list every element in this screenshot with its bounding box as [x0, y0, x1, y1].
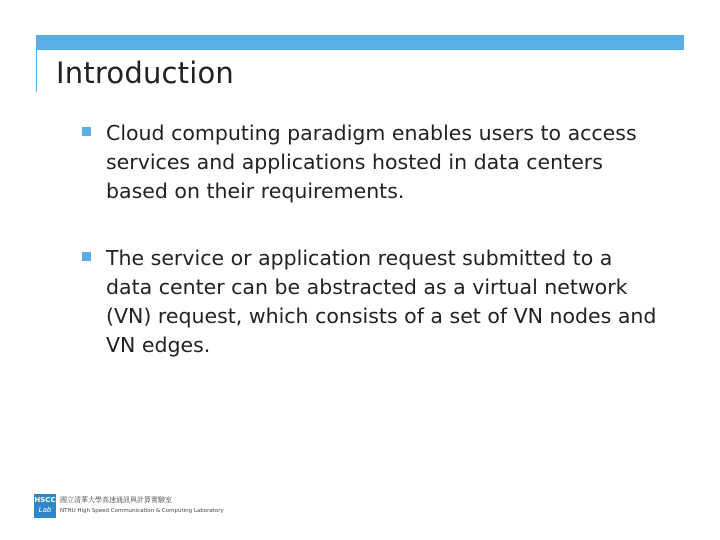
square-bullet-icon: [82, 252, 91, 261]
slide-title: Introduction: [56, 56, 235, 90]
title-left-rule: [36, 50, 37, 92]
bullet-text: Cloud computing paradigm enables users to access services and applications hosted in data centers based on their requirements.: [106, 121, 637, 203]
bullet-text: The service or application request submitted to a data center can be abstracted as a virtual network (VN) request, which consists of a set of VN nodes and VN edges.: [106, 246, 657, 357]
logo-top-text: HSCC: [34, 496, 56, 504]
bullet-item: [82, 119, 662, 206]
logo-bottom-text: Lab: [38, 506, 52, 514]
footer-lab-name-en: NTHU High Speed Communication & Computing Laboratory: [60, 508, 224, 514]
top-accent-bar: [36, 35, 684, 50]
hscc-lab-logo-icon: [34, 494, 56, 518]
bullet-list: [82, 119, 662, 360]
bullet-item: [82, 244, 662, 360]
footer-lab-name-cn: 國立清華大學高速通訊與計算實驗室: [60, 496, 172, 504]
square-bullet-icon: [82, 127, 91, 136]
